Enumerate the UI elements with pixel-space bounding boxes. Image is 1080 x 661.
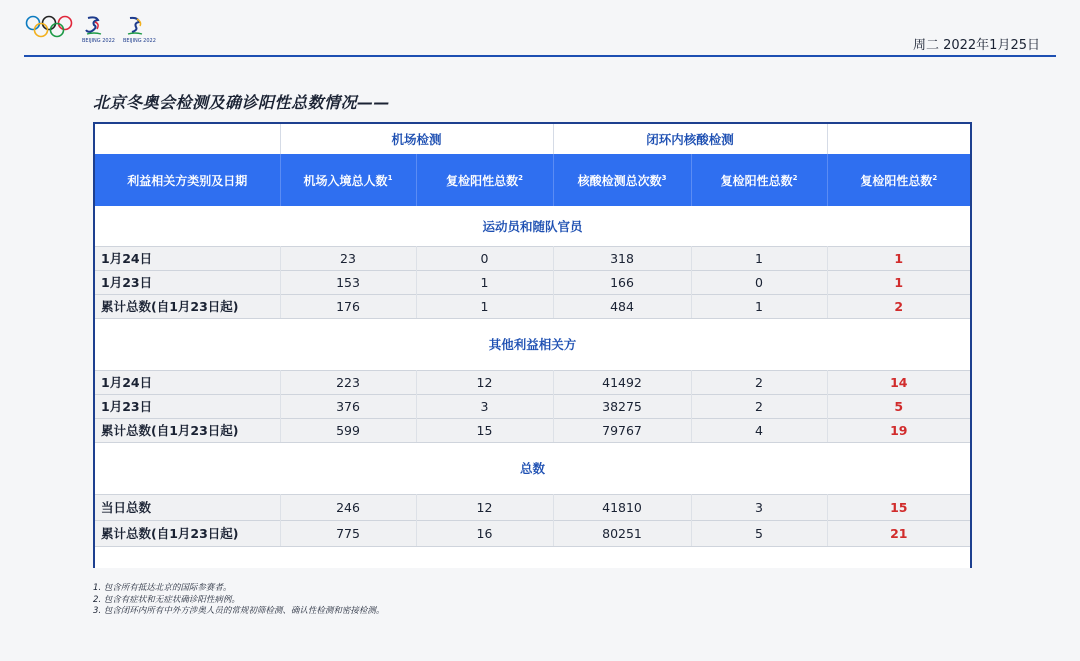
results-table <box>95 124 970 568</box>
table-cell: 176 <box>280 294 416 318</box>
column-header: 机场入境总人数$^1$ <box>280 154 416 206</box>
results-table-frame <box>93 122 972 568</box>
column-header: 复检阳性总数$^2$ <box>691 154 827 206</box>
row-label: 1月23日 <box>95 394 280 418</box>
row-label: 累计总数(自1月23日起) <box>95 418 280 442</box>
table-cell: 12 <box>416 494 553 520</box>
table-row <box>95 494 970 520</box>
table-cell: 376 <box>280 394 416 418</box>
footnote: 3. 包含闭环内所有中外方涉奥人员的常规初筛检测、确认性检测和密接检测。 <box>93 606 385 616</box>
group-header-row <box>95 124 970 154</box>
table-cell: 79767 <box>553 418 691 442</box>
row-label: 1月24日 <box>95 370 280 394</box>
table-row <box>95 294 970 318</box>
header-date: 周二 2022年1月25日 <box>912 38 1040 53</box>
positive-total-cell: 1 <box>827 246 970 270</box>
section-title: 总数 <box>95 442 970 494</box>
beijing-2022-paralympic-icon <box>123 14 147 38</box>
table-row <box>95 370 970 394</box>
logo-group <box>24 14 156 50</box>
beijing-2022-para-text: BEIJING 2022 <box>122 38 156 44</box>
column-header: 核酸检测总次数$^3$ <box>553 154 691 206</box>
table-row <box>95 246 970 270</box>
table-cell: 16 <box>416 520 553 546</box>
table-cell: 15 <box>416 418 553 442</box>
row-label: 累计总数(自1月23日起) <box>95 294 280 318</box>
table-row <box>95 418 970 442</box>
table-bottom-spacer <box>95 546 970 568</box>
positive-total-cell: 15 <box>827 494 970 520</box>
group-header-closed-loop: 闭环内核酸检测 <box>553 124 827 154</box>
table-cell: 223 <box>280 370 416 394</box>
group-header-airport: 机场检测 <box>280 124 553 154</box>
table-cell: 484 <box>553 294 691 318</box>
table-cell: 246 <box>280 494 416 520</box>
footnotes <box>93 583 384 618</box>
table-cell: 599 <box>280 418 416 442</box>
row-label: 1月23日 <box>95 270 280 294</box>
table-cell: 318 <box>553 246 691 270</box>
table-cell: 3 <box>416 394 553 418</box>
beijing-paralympic-emblem <box>123 14 156 44</box>
positive-total-cell: 19 <box>827 418 970 442</box>
table-cell: 1 <box>691 294 827 318</box>
table-cell: 80251 <box>553 520 691 546</box>
section-title: 其他利益相关方 <box>95 318 970 370</box>
table-cell: 3 <box>691 494 827 520</box>
table-cell: 41810 <box>553 494 691 520</box>
footnote: 2. 包含有症状和无症状确诊阳性病例。 <box>93 594 240 605</box>
section-title-row <box>95 206 970 246</box>
header-divider <box>24 55 1056 57</box>
table-cell: 41492 <box>553 370 691 394</box>
table-row <box>95 394 970 418</box>
beijing-2022-text: BEIJING 2022 <box>82 38 115 44</box>
section-title-row <box>95 442 970 494</box>
section-title: 运动员和随队官员 <box>95 206 970 246</box>
positive-total-cell: 21 <box>827 520 970 546</box>
column-header: 复检阳性总数$^2$ <box>827 154 970 206</box>
positive-total-cell: 1 <box>827 270 970 294</box>
beijing-2022-olympic-icon <box>82 14 106 38</box>
group-header-blank <box>95 124 280 154</box>
table-cell: 2 <box>691 370 827 394</box>
table-cell: 1 <box>416 270 553 294</box>
table-cell: 1 <box>691 246 827 270</box>
beijing-olympic-emblem <box>82 14 115 44</box>
table-cell: 12 <box>416 370 553 394</box>
positive-total-cell: 5 <box>827 394 970 418</box>
column-header-row <box>95 154 970 206</box>
group-header-total-blank <box>827 124 970 154</box>
table-cell: 23 <box>280 246 416 270</box>
table-cell: 5 <box>691 520 827 546</box>
section-title-row <box>95 318 970 370</box>
row-label: 当日总数 <box>95 494 280 520</box>
table-cell: 0 <box>416 246 553 270</box>
table-cell: 166 <box>553 270 691 294</box>
page-title: 北京冬奥会检测及确诊阳性总数情况—— <box>93 93 391 112</box>
olympic-rings-icon <box>24 14 74 40</box>
table-cell: 153 <box>280 270 416 294</box>
table-row <box>95 520 970 546</box>
column-header: 复检阳性总数$^2$ <box>416 154 553 206</box>
table-cell: 38275 <box>553 394 691 418</box>
row-label: 1月24日 <box>95 246 280 270</box>
table-cell: 775 <box>280 520 416 546</box>
positive-total-cell: 14 <box>827 370 970 394</box>
table-cell: 0 <box>691 270 827 294</box>
column-header: 利益相关方类别及日期 <box>95 154 280 206</box>
row-label: 累计总数(自1月23日起) <box>95 520 280 546</box>
table-cell: 1 <box>416 294 553 318</box>
table-cell: 4 <box>691 418 827 442</box>
table-cell: 2 <box>691 394 827 418</box>
footnote: 1. 包含所有抵达北京的国际参赛者。 <box>93 583 232 593</box>
positive-total-cell: 2 <box>827 294 970 318</box>
table-row <box>95 270 970 294</box>
